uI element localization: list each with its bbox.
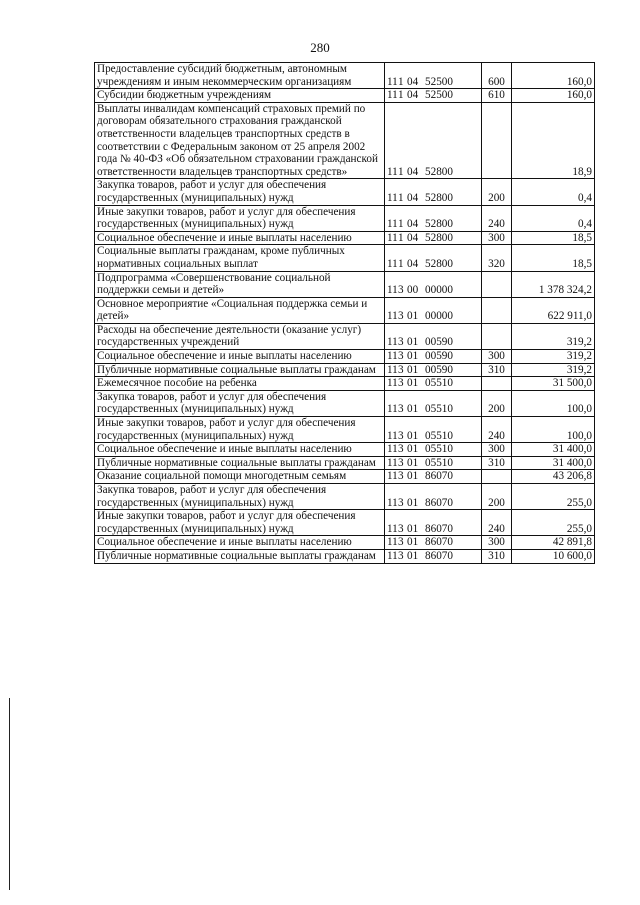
- row-expense-type: 200: [482, 390, 512, 416]
- code-part: 00590: [425, 350, 453, 363]
- code-part: 1: [398, 89, 404, 102]
- code-part: 00000: [425, 284, 453, 297]
- code-part: 04: [407, 89, 419, 102]
- code-part: 11: [387, 429, 398, 442]
- code-part: 11: [387, 310, 398, 323]
- code-part: 3: [398, 522, 404, 535]
- row-amount: 0,4: [512, 179, 595, 205]
- row-expense-type: 200: [482, 179, 512, 205]
- code-part: 11: [387, 522, 398, 535]
- table-row: [95, 536, 595, 550]
- table-row: [95, 231, 595, 245]
- table-row: [95, 456, 595, 470]
- row-code: [385, 484, 482, 510]
- code-part: 11: [387, 89, 398, 102]
- row-name: Оказание социальной помощи многодетным семьям: [95, 470, 385, 484]
- row-amount: 319,2: [512, 350, 595, 364]
- row-expense-type: 320: [482, 245, 512, 271]
- table-row: [95, 89, 595, 103]
- code-part: 11: [387, 257, 398, 270]
- table-body: [95, 63, 595, 564]
- code-part: 11: [387, 350, 398, 363]
- row-code: [385, 443, 482, 457]
- row-amount: 42 891,8: [512, 536, 595, 550]
- code-part: 01: [407, 496, 419, 509]
- table-row: [95, 417, 595, 443]
- table-row: [95, 350, 595, 364]
- code-part: 3: [398, 350, 404, 363]
- code-part: 01: [407, 443, 419, 456]
- table-row: [95, 510, 595, 536]
- code-part: 04: [407, 218, 419, 231]
- code-part: 01: [407, 403, 419, 416]
- row-name: Закупка товаров, работ и услуг для обеспечения государственных (муниципальных) нужд: [95, 390, 385, 416]
- code-part: 11: [387, 377, 398, 390]
- code-part: 3: [398, 496, 404, 509]
- row-amount: 31 400,0: [512, 443, 595, 457]
- row-code: [385, 205, 482, 231]
- row-expense-type: 310: [482, 456, 512, 470]
- row-amount: 255,0: [512, 484, 595, 510]
- row-expense-type: 600: [482, 63, 512, 89]
- code-part: 05510: [425, 456, 453, 469]
- code-part: 3: [398, 470, 404, 483]
- code-part: 00000: [425, 310, 453, 323]
- code-part: 52800: [425, 191, 453, 204]
- code-part: 11: [387, 496, 398, 509]
- row-code: [385, 179, 482, 205]
- row-code: [385, 417, 482, 443]
- row-amount: 160,0: [512, 63, 595, 89]
- row-name: Субсидии бюджетным учреждениям: [95, 89, 385, 103]
- row-amount: 319,2: [512, 323, 595, 349]
- row-code: [385, 323, 482, 349]
- code-part: 11: [387, 456, 398, 469]
- code-part: 3: [398, 310, 404, 323]
- code-part: 05510: [425, 403, 453, 416]
- table-row: [95, 323, 595, 349]
- code-part: 11: [387, 470, 398, 483]
- row-expense-type: [482, 297, 512, 323]
- code-part: 52800: [425, 257, 453, 270]
- code-part: 3: [398, 429, 404, 442]
- table-row: [95, 363, 595, 377]
- row-code: [385, 350, 482, 364]
- row-expense-type: [482, 271, 512, 297]
- code-part: 01: [407, 549, 419, 562]
- code-part: 1: [398, 218, 404, 231]
- code-part: 11: [387, 549, 398, 562]
- code-part: 1: [398, 257, 404, 270]
- code-part: 05510: [425, 429, 453, 442]
- code-part: 52800: [425, 218, 453, 231]
- table-row: [95, 484, 595, 510]
- code-part: 52500: [425, 89, 453, 102]
- row-expense-type: [482, 377, 512, 391]
- row-code: [385, 510, 482, 536]
- code-part: 01: [407, 456, 419, 469]
- row-name: Иные закупки товаров, работ и услуг для обеспечения государственных (муниципальных) нужд: [95, 510, 385, 536]
- table-row: [95, 271, 595, 297]
- row-code: [385, 456, 482, 470]
- table-row: [95, 377, 595, 391]
- code-part: 01: [407, 429, 419, 442]
- table-row: [95, 205, 595, 231]
- code-part: 00590: [425, 363, 453, 376]
- code-part: 11: [387, 336, 398, 349]
- code-part: 01: [407, 350, 419, 363]
- row-name: Публичные нормативные социальные выплаты гражданам: [95, 456, 385, 470]
- row-expense-type: 300: [482, 443, 512, 457]
- row-name: Иные закупки товаров, работ и услуг для обеспечения государственных (муниципальных) нужд: [95, 417, 385, 443]
- code-part: 86070: [425, 549, 453, 562]
- code-part: 01: [407, 336, 419, 349]
- table-row: [95, 443, 595, 457]
- row-code: [385, 271, 482, 297]
- code-part: 1: [398, 75, 404, 88]
- row-expense-type: 300: [482, 231, 512, 245]
- code-part: 86070: [425, 522, 453, 535]
- code-part: 3: [398, 363, 404, 376]
- row-amount: 255,0: [512, 510, 595, 536]
- row-code: [385, 549, 482, 563]
- code-part: 01: [407, 470, 419, 483]
- row-name: Закупка товаров, работ и услуг для обеспечения государственных (муниципальных) нужд: [95, 484, 385, 510]
- code-part: 3: [398, 456, 404, 469]
- code-part: 11: [387, 218, 398, 231]
- code-part: 52800: [425, 165, 453, 178]
- code-part: 1: [398, 165, 404, 178]
- table-row: [95, 245, 595, 271]
- code-part: 04: [407, 231, 419, 244]
- row-name: Публичные нормативные социальные выплаты гражданам: [95, 363, 385, 377]
- row-amount: 1 378 324,2: [512, 271, 595, 297]
- code-part: 11: [387, 443, 398, 456]
- row-code: [385, 390, 482, 416]
- row-code: [385, 377, 482, 391]
- code-part: 3: [398, 284, 404, 297]
- row-code: [385, 470, 482, 484]
- code-part: 3: [398, 549, 404, 562]
- code-part: 04: [407, 191, 419, 204]
- row-name: Социальное обеспечение и иные выплаты населению: [95, 443, 385, 457]
- row-amount: 31 500,0: [512, 377, 595, 391]
- row-name: Социальное обеспечение и иные выплаты населению: [95, 350, 385, 364]
- row-name: Социальное обеспечение и иные выплаты населению: [95, 536, 385, 550]
- row-code: [385, 102, 482, 179]
- code-part: 1: [398, 231, 404, 244]
- row-expense-type: 240: [482, 510, 512, 536]
- code-part: 05510: [425, 377, 453, 390]
- row-code: [385, 245, 482, 271]
- row-code: [385, 89, 482, 103]
- row-code: [385, 297, 482, 323]
- table-row: [95, 390, 595, 416]
- margin-line: [9, 698, 10, 890]
- code-part: 01: [407, 536, 419, 549]
- code-part: 11: [387, 231, 398, 244]
- row-expense-type: 310: [482, 549, 512, 563]
- code-part: 04: [407, 75, 419, 88]
- row-expense-type: 300: [482, 350, 512, 364]
- row-name: Выплаты инвалидам компенсаций страховых премий по договорам обязательного страхования гражданской ответственности владельцев транспортных средств в соответствии с Федеральным законом от 25 апреля 2002 года № 40-ФЗ «Об обязательном страховании гражданской ответственности владельцев транспортных средств»: [95, 102, 385, 179]
- table-row: [95, 102, 595, 179]
- row-code: [385, 63, 482, 89]
- page-number: 280: [310, 40, 330, 55]
- row-name: Иные закупки товаров, работ и услуг для обеспечения государственных (муниципальных) нужд: [95, 205, 385, 231]
- code-part: 3: [398, 377, 404, 390]
- row-amount: 319,2: [512, 363, 595, 377]
- code-part: 11: [387, 536, 398, 549]
- row-name: Подпрограмма «Совершенствование социальной поддержки семьи и детей»: [95, 271, 385, 297]
- row-name: Социальные выплаты гражданам, кроме публичных нормативных социальных выплат: [95, 245, 385, 271]
- code-part: 11: [387, 191, 398, 204]
- row-expense-type: [482, 102, 512, 179]
- table-row: [95, 179, 595, 205]
- table-row: [95, 63, 595, 89]
- row-name: Публичные нормативные социальные выплаты гражданам: [95, 549, 385, 563]
- code-part: 3: [398, 536, 404, 549]
- row-amount: 18,5: [512, 231, 595, 245]
- code-part: 11: [387, 284, 398, 297]
- code-part: 00: [407, 284, 419, 297]
- code-part: 86070: [425, 470, 453, 483]
- code-part: 11: [387, 75, 398, 88]
- code-part: 01: [407, 310, 419, 323]
- row-expense-type: 200: [482, 484, 512, 510]
- code-part: 52500: [425, 75, 453, 88]
- row-code: [385, 363, 482, 377]
- code-part: 11: [387, 363, 398, 376]
- row-amount: 160,0: [512, 89, 595, 103]
- budget-table: [94, 62, 595, 564]
- row-amount: 100,0: [512, 417, 595, 443]
- row-name: Социальное обеспечение и иные выплаты населению: [95, 231, 385, 245]
- code-part: 04: [407, 257, 419, 270]
- row-amount: 10 600,0: [512, 549, 595, 563]
- row-expense-type: 240: [482, 417, 512, 443]
- row-amount: 622 911,0: [512, 297, 595, 323]
- code-part: 86070: [425, 496, 453, 509]
- code-part: 1: [398, 191, 404, 204]
- row-amount: 100,0: [512, 390, 595, 416]
- code-part: 11: [387, 165, 398, 178]
- code-part: 52800: [425, 231, 453, 244]
- code-part: 3: [398, 403, 404, 416]
- table-row: [95, 549, 595, 563]
- row-expense-type: 310: [482, 363, 512, 377]
- row-name: Ежемесячное пособие на ребенка: [95, 377, 385, 391]
- row-expense-type: 300: [482, 536, 512, 550]
- row-amount: 18,9: [512, 102, 595, 179]
- code-part: 11: [387, 403, 398, 416]
- row-code: [385, 536, 482, 550]
- code-part: 00590: [425, 336, 453, 349]
- row-amount: 0,4: [512, 205, 595, 231]
- row-code: [385, 231, 482, 245]
- code-part: 01: [407, 522, 419, 535]
- code-part: 01: [407, 377, 419, 390]
- row-amount: 43 206,8: [512, 470, 595, 484]
- row-amount: 31 400,0: [512, 456, 595, 470]
- code-part: 05510: [425, 443, 453, 456]
- row-name: Расходы на обеспечение деятельности (оказание услуг) государственных учреждений: [95, 323, 385, 349]
- row-expense-type: 610: [482, 89, 512, 103]
- code-part: 3: [398, 336, 404, 349]
- row-expense-type: 240: [482, 205, 512, 231]
- row-amount: 18,5: [512, 245, 595, 271]
- row-name: Закупка товаров, работ и услуг для обеспечения государственных (муниципальных) нужд: [95, 179, 385, 205]
- code-part: 04: [407, 165, 419, 178]
- table-row: [95, 470, 595, 484]
- code-part: 3: [398, 443, 404, 456]
- code-part: 01: [407, 363, 419, 376]
- row-expense-type: [482, 470, 512, 484]
- row-expense-type: [482, 323, 512, 349]
- row-name: Предоставление субсидий бюджетным, автономным учреждениям и иным некоммерческим организациям: [95, 63, 385, 89]
- row-name: Основное мероприятие «Социальная поддержка семьи и детей»: [95, 297, 385, 323]
- table-row: [95, 297, 595, 323]
- code-part: 86070: [425, 536, 453, 549]
